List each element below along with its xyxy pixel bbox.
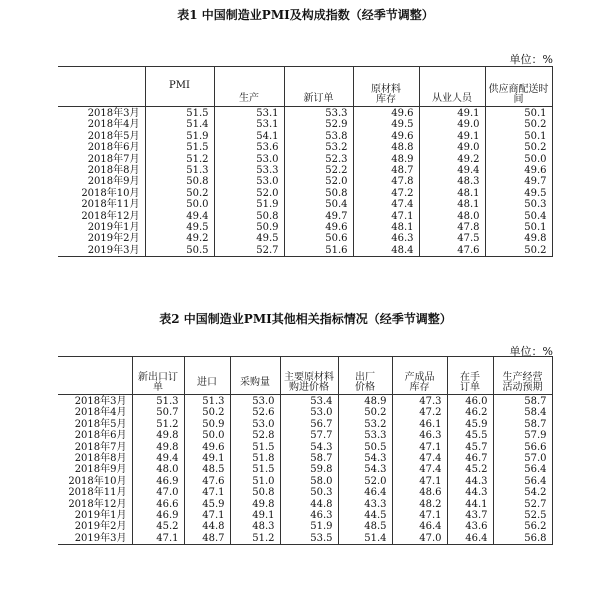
table-cell: 47.4	[353, 199, 419, 210]
table-row	[58, 222, 552, 233]
table-cell: 47.0	[392, 533, 447, 545]
table-cell: 50.0	[485, 154, 552, 165]
table-cell: 48.7	[184, 533, 230, 545]
table-cell: 51.5	[230, 464, 280, 475]
table-cell: 50.2	[485, 245, 552, 257]
table-cell: 50.5	[145, 245, 214, 257]
table-cell: 47.1	[392, 476, 447, 487]
header-backlog-orders: 在手订单	[447, 357, 493, 395]
table-cell: 49.8	[132, 442, 184, 453]
row-label: 2018年4月	[58, 407, 132, 418]
table-cell: 46.0	[447, 395, 493, 408]
header-finished-goods-inventory: 产成品库存	[392, 357, 447, 395]
table-cell: 51.4	[145, 119, 214, 130]
header-corner	[58, 67, 145, 107]
table-cell: 52.2	[284, 165, 353, 176]
table-row	[58, 119, 552, 130]
table-cell: 53.0	[280, 407, 338, 418]
table-cell: 43.6	[447, 521, 493, 532]
table-cell: 50.1	[485, 131, 552, 142]
table-cell: 50.4	[485, 211, 552, 222]
table-cell: 47.1	[184, 510, 230, 521]
table-cell: 47.6	[419, 245, 485, 257]
table-row	[58, 188, 552, 199]
table-cell: 51.0	[230, 476, 280, 487]
row-label: 2018年3月	[58, 107, 145, 120]
table-cell: 48.0	[132, 464, 184, 475]
table-row	[58, 419, 552, 430]
table-cell: 58.7	[493, 395, 552, 408]
table-cell: 44.3	[447, 476, 493, 487]
table-cell: 52.3	[284, 154, 353, 165]
table-cell: 47.8	[353, 176, 419, 187]
table-cell: 46.7	[447, 453, 493, 464]
table-cell: 50.8	[284, 188, 353, 199]
table-cell: 44.8	[280, 499, 338, 510]
table-cell: 56.4	[493, 464, 552, 475]
table-cell: 47.3	[392, 395, 447, 408]
table-cell: 47.8	[419, 222, 485, 233]
table-row	[58, 245, 552, 257]
table-cell: 49.4	[145, 211, 214, 222]
table-cell: 53.6	[214, 142, 284, 153]
table-row	[58, 165, 552, 176]
header-imports: 进口	[184, 357, 230, 395]
table-cell: 57.0	[493, 453, 552, 464]
table-cell: 53.1	[214, 107, 284, 120]
table-cell: 46.9	[132, 476, 184, 487]
row-label: 2019年3月	[58, 533, 132, 545]
table-cell: 48.2	[392, 499, 447, 510]
table-cell: 58.7	[280, 453, 338, 464]
table-cell: 47.4	[392, 453, 447, 464]
table-cell: 49.5	[353, 119, 419, 130]
table-row	[58, 199, 552, 210]
table-cell: 52.0	[338, 476, 392, 487]
table-cell: 47.2	[353, 188, 419, 199]
table-cell: 52.0	[214, 188, 284, 199]
table-cell: 47.1	[353, 211, 419, 222]
table-cell: 52.0	[284, 176, 353, 187]
table-cell: 56.7	[280, 419, 338, 430]
table-row	[58, 464, 552, 475]
table-cell: 52.9	[284, 119, 353, 130]
table-cell: 44.1	[447, 499, 493, 510]
table-cell: 51.9	[280, 521, 338, 532]
table1-title: 表1 中国制造业PMI及构成指数（经季节调整）	[177, 8, 434, 22]
header-new-orders: 新订单	[284, 67, 353, 107]
table-cell: 50.1	[485, 107, 552, 120]
table-cell: 48.8	[353, 142, 419, 153]
table-cell: 53.3	[214, 165, 284, 176]
table-cell: 52.5	[493, 510, 552, 521]
row-label: 2018年7月	[58, 154, 145, 165]
table-cell: 47.1	[132, 533, 184, 545]
table-cell: 53.8	[284, 131, 353, 142]
header-corner	[58, 357, 132, 395]
table-cell: 44.8	[184, 521, 230, 532]
table-cell: 58.7	[493, 419, 552, 430]
table-row	[58, 442, 552, 453]
table-cell: 50.2	[184, 407, 230, 418]
table-cell: 50.0	[184, 430, 230, 441]
table-cell: 50.3	[485, 199, 552, 210]
table2-title: 表2 中国制造业PMI其他相关指标情况（经季节调整）	[159, 312, 452, 326]
table-cell: 48.0	[419, 211, 485, 222]
table-cell: 47.1	[184, 487, 230, 498]
table-cell: 49.6	[284, 222, 353, 233]
row-label: 2018年6月	[58, 430, 132, 441]
table-cell: 48.3	[419, 176, 485, 187]
table-cell: 51.8	[230, 453, 280, 464]
table-cell: 50.8	[230, 487, 280, 498]
row-label: 2018年12月	[58, 211, 145, 222]
table-cell: 46.4	[338, 487, 392, 498]
table-cell: 51.5	[145, 107, 214, 120]
table-row	[58, 453, 552, 464]
table-row	[58, 430, 552, 441]
table-row	[58, 142, 552, 153]
table-cell: 58.0	[280, 476, 338, 487]
row-label: 2019年2月	[58, 233, 145, 244]
table-row	[58, 154, 552, 165]
table-cell: 50.1	[485, 222, 552, 233]
table-cell: 48.5	[338, 521, 392, 532]
row-label: 2018年12月	[58, 499, 132, 510]
table-cell: 45.2	[447, 464, 493, 475]
table-cell: 43.3	[338, 499, 392, 510]
table-cell: 53.3	[338, 430, 392, 441]
table-cell: 43.7	[447, 510, 493, 521]
table-cell: 57.9	[493, 430, 552, 441]
table1-unit: 单位：%	[509, 53, 553, 66]
table-cell: 51.4	[338, 533, 392, 545]
table-cell: 56.6	[493, 442, 552, 453]
table-cell: 48.1	[419, 188, 485, 199]
row-label: 2018年7月	[58, 442, 132, 453]
row-label: 2019年1月	[58, 222, 145, 233]
table-cell: 49.6	[485, 165, 552, 176]
table-cell: 54.3	[280, 442, 338, 453]
table-cell: 50.8	[214, 211, 284, 222]
row-label: 2019年2月	[58, 521, 132, 532]
row-label: 2018年10月	[58, 476, 132, 487]
table-cell: 45.9	[447, 419, 493, 430]
table-cell: 56.4	[493, 476, 552, 487]
table-cell: 47.5	[419, 233, 485, 244]
table-cell: 51.3	[132, 395, 184, 408]
table-cell: 49.6	[353, 131, 419, 142]
row-label: 2018年8月	[58, 453, 132, 464]
table-cell: 46.1	[392, 419, 447, 430]
table-cell: 49.1	[419, 131, 485, 142]
table-row	[58, 510, 552, 521]
table-cell: 59.8	[280, 464, 338, 475]
table-cell: 54.3	[338, 464, 392, 475]
row-label: 2018年11月	[58, 199, 145, 210]
table-cell: 52.6	[230, 407, 280, 418]
table-cell: 52.7	[214, 245, 284, 257]
header-input-prices: 主要原材料购进价格	[280, 357, 338, 395]
header-output-prices: 出厂价格	[338, 357, 392, 395]
table-cell: 46.6	[132, 499, 184, 510]
table-cell: 46.4	[392, 521, 447, 532]
table-cell: 51.3	[145, 165, 214, 176]
table-cell: 48.3	[230, 521, 280, 532]
table-cell: 49.4	[419, 165, 485, 176]
table-cell: 49.8	[230, 499, 280, 510]
row-label: 2018年9月	[58, 464, 132, 475]
table-cell: 47.1	[392, 442, 447, 453]
table-cell: 49.1	[184, 453, 230, 464]
table-cell: 50.9	[214, 222, 284, 233]
table-cell: 46.3	[353, 233, 419, 244]
table-cell: 50.2	[485, 142, 552, 153]
table-cell: 50.2	[485, 119, 552, 130]
table-row	[58, 131, 552, 142]
table-cell: 48.4	[353, 245, 419, 257]
table-cell: 54.1	[214, 131, 284, 142]
table-cell: 46.2	[447, 407, 493, 418]
table-cell: 51.9	[145, 131, 214, 142]
table-row	[58, 476, 552, 487]
table-cell: 49.5	[214, 233, 284, 244]
table-cell: 49.1	[230, 510, 280, 521]
table-row	[58, 107, 552, 120]
table-cell: 51.2	[230, 533, 280, 545]
table-cell: 46.9	[132, 510, 184, 521]
table-cell: 50.7	[132, 407, 184, 418]
table-row	[58, 521, 552, 532]
table-row	[58, 407, 552, 418]
table-cell: 54.3	[338, 453, 392, 464]
header-new-export-orders: 新出口订单	[132, 357, 184, 395]
table-cell: 48.1	[419, 199, 485, 210]
row-label: 2018年4月	[58, 119, 145, 130]
table-cell: 50.2	[338, 407, 392, 418]
table-cell: 53.2	[338, 419, 392, 430]
table-cell: 50.5	[338, 442, 392, 453]
table-cell: 49.2	[419, 154, 485, 165]
table-cell: 49.2	[145, 233, 214, 244]
row-label: 2018年5月	[58, 131, 145, 142]
table-row	[58, 395, 552, 408]
table-cell: 53.0	[214, 154, 284, 165]
table-cell: 49.5	[145, 222, 214, 233]
row-label: 2018年3月	[58, 395, 132, 408]
table-cell: 52.7	[493, 499, 552, 510]
table-cell: 53.4	[280, 395, 338, 408]
table-cell: 51.2	[132, 419, 184, 430]
table-cell: 50.6	[284, 233, 353, 244]
table-cell: 49.8	[485, 233, 552, 244]
table-cell: 50.4	[284, 199, 353, 210]
table-cell: 49.7	[485, 176, 552, 187]
table-cell: 53.3	[284, 107, 353, 120]
table-cell: 51.5	[145, 142, 214, 153]
table-cell: 48.9	[353, 154, 419, 165]
table-cell: 51.9	[214, 199, 284, 210]
table-cell: 49.1	[419, 107, 485, 120]
table-cell: 47.6	[184, 476, 230, 487]
row-label: 2018年11月	[58, 487, 132, 498]
header-business-expectations: 生产经营活动预期	[493, 357, 552, 395]
table-cell: 48.7	[353, 165, 419, 176]
table-cell: 51.3	[184, 395, 230, 408]
table-cell: 49.0	[419, 142, 485, 153]
table-cell: 58.4	[493, 407, 552, 418]
table-row	[58, 233, 552, 244]
table-cell: 48.5	[184, 464, 230, 475]
table-cell: 44.3	[447, 487, 493, 498]
table-cell: 53.0	[230, 395, 280, 408]
table-cell: 46.3	[280, 510, 338, 521]
pmi-components-table	[58, 66, 553, 257]
table-cell: 57.7	[280, 430, 338, 441]
table-cell: 47.0	[132, 487, 184, 498]
table-row	[58, 499, 552, 510]
header-supplier-delivery-time: 供应商配送时间	[485, 67, 552, 107]
table-cell: 45.7	[447, 442, 493, 453]
table-cell: 52.8	[230, 430, 280, 441]
row-label: 2018年8月	[58, 165, 145, 176]
table-cell: 46.3	[392, 430, 447, 441]
table-cell: 54.2	[493, 487, 552, 498]
header-production: 生产	[214, 67, 284, 107]
row-label: 2018年9月	[58, 176, 145, 187]
table-cell: 47.2	[392, 407, 447, 418]
table-cell: 56.8	[493, 533, 552, 545]
table-cell: 53.2	[284, 142, 353, 153]
table-row	[58, 211, 552, 222]
table-cell: 53.0	[230, 419, 280, 430]
table-cell: 50.0	[145, 199, 214, 210]
table-cell: 44.5	[338, 510, 392, 521]
table-cell: 47.1	[392, 510, 447, 521]
row-label: 2018年5月	[58, 419, 132, 430]
table-cell: 51.2	[145, 154, 214, 165]
table-cell: 47.4	[392, 464, 447, 475]
pmi-other-indicators-table	[58, 356, 553, 545]
table-cell: 53.0	[214, 176, 284, 187]
table-row	[58, 176, 552, 187]
table-cell: 48.6	[392, 487, 447, 498]
table-row	[58, 487, 552, 498]
table-cell: 48.9	[338, 395, 392, 408]
table2-unit: 单位：%	[509, 345, 553, 358]
header-raw-material-inventory: 原材料库存	[353, 67, 419, 107]
header-purchase-quantity: 采购量	[230, 357, 280, 395]
table-cell: 49.6	[353, 107, 419, 120]
table-cell: 49.0	[419, 119, 485, 130]
table-cell: 50.2	[145, 188, 214, 199]
table-cell: 49.7	[284, 211, 353, 222]
table-cell: 49.4	[132, 453, 184, 464]
table-row	[58, 533, 552, 545]
table-cell: 50.9	[184, 419, 230, 430]
table-cell: 50.3	[280, 487, 338, 498]
row-label: 2018年6月	[58, 142, 145, 153]
table-cell: 51.6	[284, 245, 353, 257]
table-cell: 51.5	[230, 442, 280, 453]
table-cell: 49.8	[132, 430, 184, 441]
table-cell: 53.1	[214, 119, 284, 130]
table-cell: 49.6	[184, 442, 230, 453]
table-cell: 48.1	[353, 222, 419, 233]
row-label: 2018年10月	[58, 188, 145, 199]
row-label: 2019年3月	[58, 245, 145, 257]
table-cell: 50.8	[145, 176, 214, 187]
table-cell: 56.2	[493, 521, 552, 532]
table-cell: 45.2	[132, 521, 184, 532]
table-cell: 53.5	[280, 533, 338, 545]
table-cell: 49.5	[485, 188, 552, 199]
table-cell: 45.9	[184, 499, 230, 510]
header-employment: 从业人员	[419, 67, 485, 107]
row-label: 2019年1月	[58, 510, 132, 521]
table-cell: 45.5	[447, 430, 493, 441]
header-pmi: PMI	[145, 67, 214, 107]
table-cell: 46.4	[447, 533, 493, 545]
